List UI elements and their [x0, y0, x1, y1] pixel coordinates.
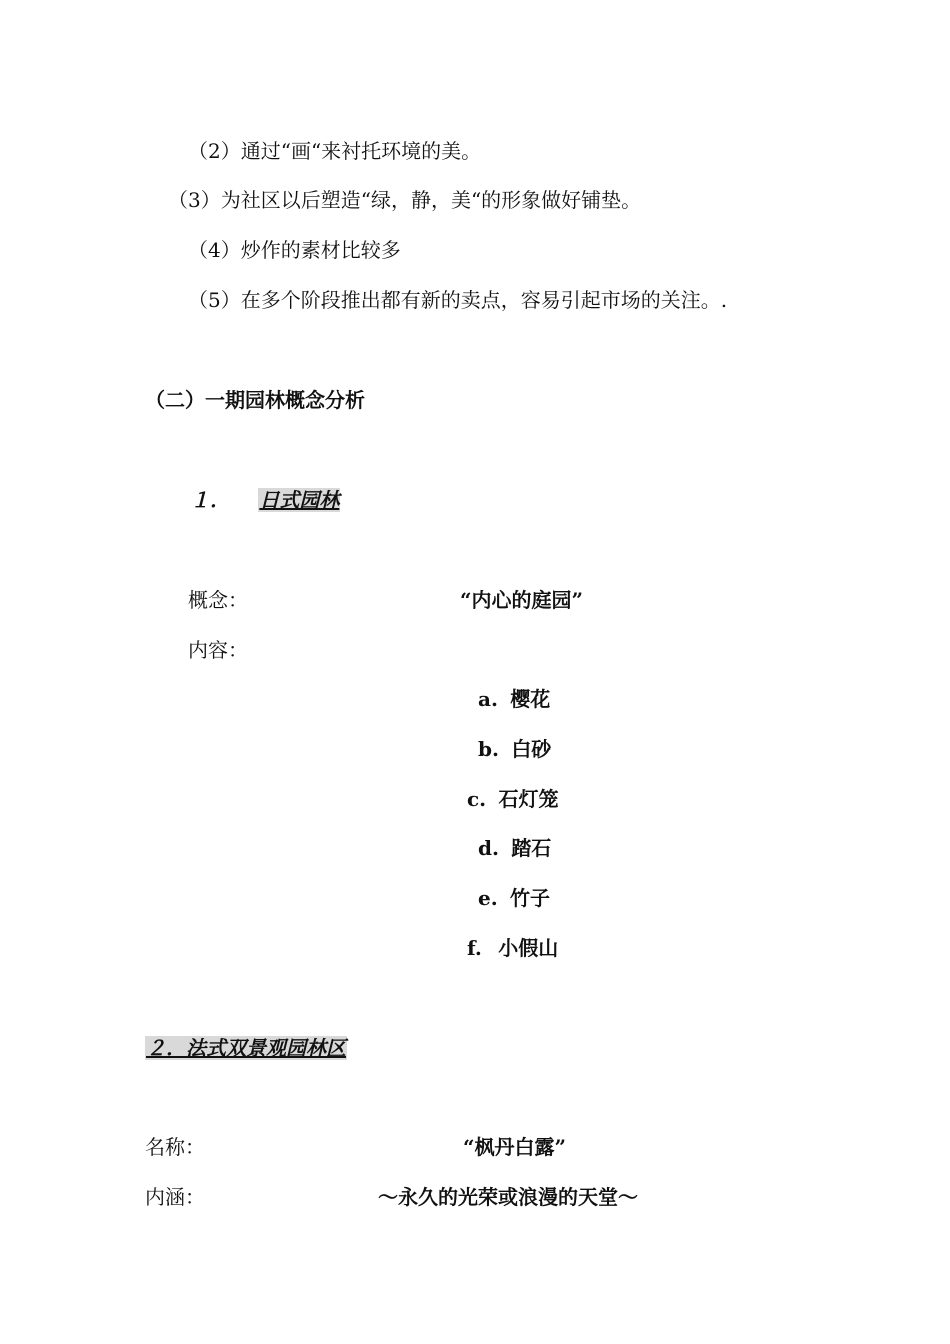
list-item: c. 石灯笼	[467, 787, 559, 811]
list-item: d. 踏石	[478, 836, 552, 860]
list-item: f. 小假山	[467, 936, 559, 960]
name-label: 名称：	[145, 1135, 205, 1159]
concept-label: 概念：	[188, 588, 248, 612]
list-item: b. 白砂	[478, 737, 552, 761]
subheading-2-title: ２．法式双景观园林区	[146, 1036, 346, 1060]
point-4: （4）炒作的素材比较多	[188, 238, 401, 262]
meaning-value: ～永久的光荣或浪漫的天堂～	[378, 1185, 638, 1209]
subheading-1-title: 日式园林	[259, 488, 340, 512]
section-title: （二）一期园林概念分析	[145, 388, 365, 412]
content-label: 内容：	[188, 638, 248, 662]
name-value: “枫丹白露”	[463, 1135, 567, 1159]
subheading-2	[145, 1034, 347, 1062]
list-item: a. 樱花	[478, 687, 551, 711]
concept-value: “内心的庭园”	[460, 588, 584, 612]
subheading-1-number: １．	[190, 488, 230, 512]
point-2: （2）通过“画“来衬托环境的美。	[188, 139, 482, 163]
point-3: （3）为社区以后塑造“绿，静，美“的形象做好铺垫。	[168, 188, 642, 212]
meaning-label: 内涵：	[145, 1185, 205, 1209]
list-item: e. 竹子	[478, 886, 551, 910]
point-5: （5）在多个阶段推出都有新的卖点，容易引起市场的关注。.	[188, 288, 728, 312]
subheading-1	[190, 486, 340, 514]
